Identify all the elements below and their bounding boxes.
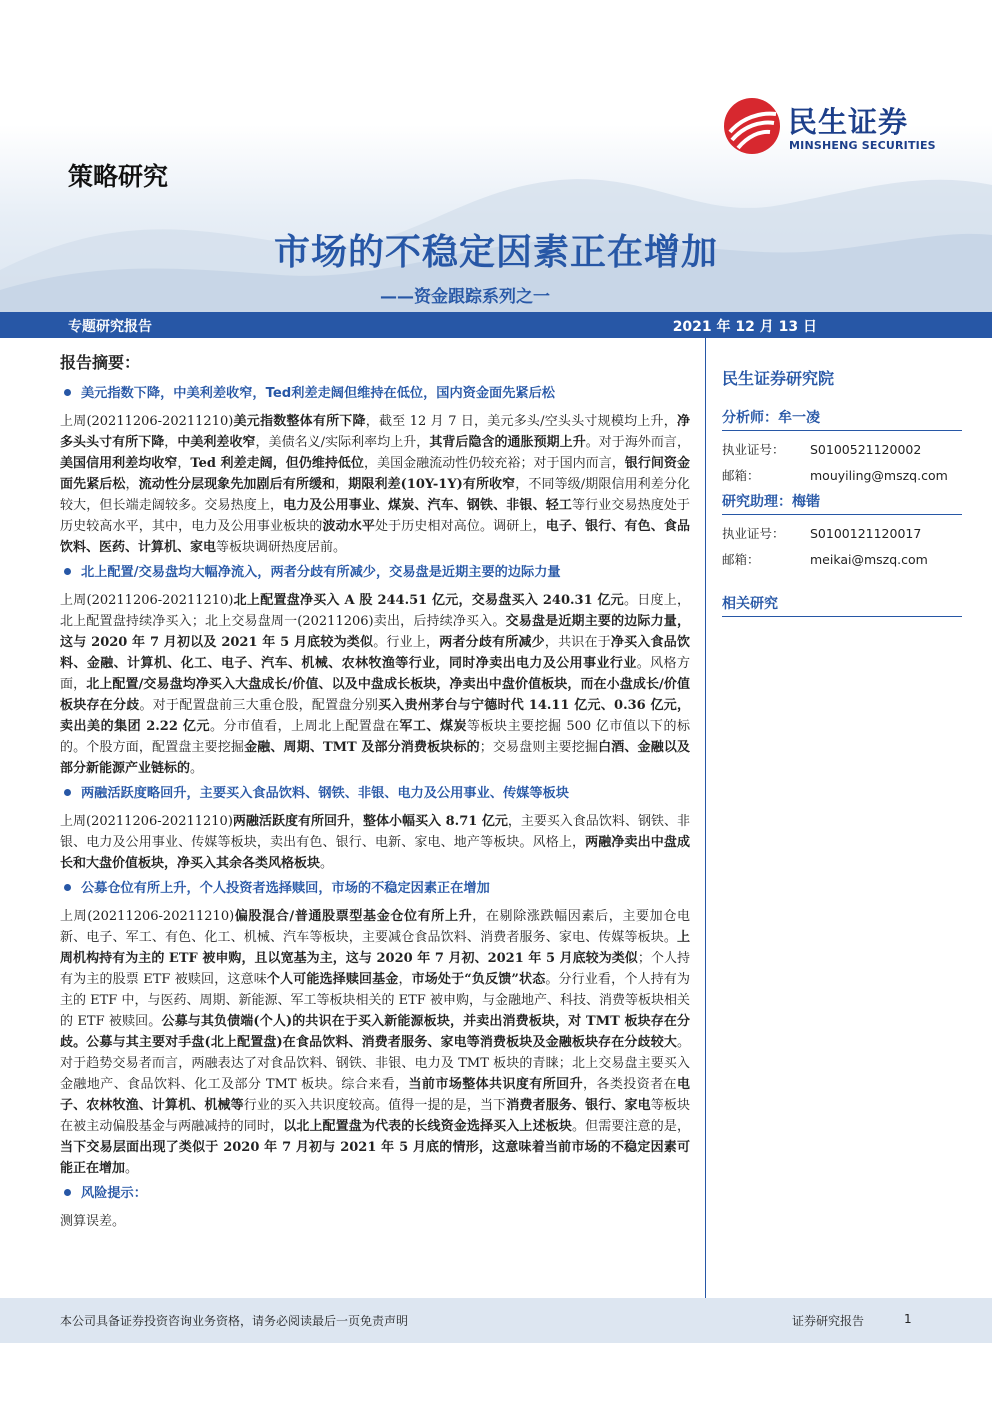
emphasis-text: 交易盘是近期主要的边际力量，这与 2020 年 7 月初以及 2021 年 5 月底较为类似 [60,614,690,650]
section-heading-text: 两融活跃度略回升，主要买入食品饮料、钢铁、非银、电力及公用事业、传媒等板块 [81,786,569,801]
emphasis-text: 流动性分层现象先加剧后有所缓和 [138,477,336,492]
section-heading [60,878,690,900]
report-type-bar [0,312,992,338]
body-text: ；交易盘则主要挖掘 [479,740,599,755]
emphasis-text: 电力及公用事业、煤炭、汽车、钢铁、非银、轻工 [283,498,572,513]
emphasis-text: 军工、煤炭 [399,719,467,734]
section-heading [60,562,690,584]
body-text: ，美国金融流动性仍较充裕；对于国内而言， [363,456,625,471]
body-text: 上周(20211206-20211210) [60,414,234,429]
label: 执业证号： [722,526,785,541]
report-title: 市场的不稳定因素正在增加 [273,232,718,273]
body-text: 。行业上， [373,635,440,650]
abstract-sections [60,383,690,1232]
report-type: 专题研究报告 [68,319,152,335]
emphasis-text: 消费者服务、银行、家电 [506,1098,651,1113]
body-text: 。对于趋势交易者而言，两融表达了对食品饮料、钢铁、非银、电力及 TMT 板块的青睐；北上交易盘主要买入金融地产、食品饮料、化工及部分 TMT 板块。综合来看， [60,1035,690,1092]
body-text: 上周(20211206-20211210) [60,814,233,829]
page-footer [0,1298,992,1343]
emphasis-text: 净买入食品饮料、金融、计算机、化工、电子、汽车、机械、农林牧渔等行业，同时净卖出电力及公用事业行业 [60,635,690,671]
emphasis-text: 整体小幅买入 8.71 亿元 [363,814,508,829]
analyst-email-link[interactable]: mouyiling@mszq.com [810,468,948,483]
abstract-heading: 报告摘要： [60,353,141,372]
section-heading [60,1183,690,1205]
section-heading-text: 北上配置/交易盘均大幅净流入，两者分歧有所减少，交易盘是近期主要的边际力量 [81,565,561,580]
footer-disclaimer: 本公司具备证券投资咨询业务资格，请务必阅读最后一页免责声明 [60,1314,409,1328]
emphasis-text: 公募与其负债端(个人)的共识在于买入新能源板块，并卖出消费板块，对 TMT 板块存在分歧。公募与其主要对手盘(北上配置盘)在食品饮料、消费者服务、家电等消费板块及金融板块存在分歧较大 [60,1014,691,1050]
page-number: 1 [904,1312,912,1326]
emphasis-text: 期限利差(10Y-1Y)有所收窄 [348,477,516,492]
emphasis-text: 银行间资金面先紧后松 [60,456,690,492]
section-paragraph [60,1211,690,1232]
body-text: 处于历史相对高位。调研上， [375,519,546,534]
body-text: ， [335,477,349,492]
body-text: ，截至 12 月 7 日，美元多头/空头头寸规模均上升， [365,414,677,429]
bullet-icon [64,389,71,396]
body-text: ， [398,972,412,987]
emphasis-text: Ted 利差走阔，但仍维持低位 [190,456,364,471]
emphasis-text: 偏股混合/普通股票型基金仓位有所上升 [234,909,473,924]
emphasis-text: 波动水平 [322,519,376,534]
emphasis-text: 净多头头寸有所下降 [60,414,690,450]
body-text: ；个人持有为主的股票 ETF 被赎回，这意味 [60,951,690,987]
brand-name-en: MINSHENG SECURITIES [789,139,936,152]
body-text: 。对于配置盘前三大重仓股，配置盘分别 [139,698,379,713]
emphasis-text: 电子、银行、有色、食品饮料、医药、计算机、家电 [60,519,690,555]
emphasis-text: 美国信用利差均收窄 [60,456,178,471]
bullet-icon [64,1189,71,1196]
body-text: ，不同等级/期限信用利差分化较大，但长端走阔较多。交易热度上， [60,477,690,513]
body-text: ， [177,456,191,471]
section-heading-text: 公募仓位有所上升，个人投资者选择赎回，市场的不稳定因素正在增加 [81,881,490,896]
emphasis-text: 美元指数整体有所下降 [233,414,366,429]
related-research-heading: 相关研究 [722,593,962,617]
body-text: 。 [190,761,204,776]
label: 邮箱： [722,468,760,483]
section-paragraph [60,411,690,558]
section-heading [60,783,690,805]
assistant-email-link[interactable]: meikai@mszq.com [810,552,928,567]
body-text: 。 [125,1161,139,1176]
body-text: 。但需要注意的是， [571,1119,690,1134]
emphasis-text: 两者分歧有所减少 [439,635,545,650]
emphasis-text: 两融活跃度有所回升 [232,814,351,829]
body-text: 上周(20211206-20211210) [60,593,234,608]
body-text: 行业的买入共识度较高。值得一提的是，当下 [243,1098,507,1113]
body-text: 。分行业看，个人持有为主的 ETF 中，与医药、周期、新能源、军工等板块相关的 ETF 被申购，与金融地产、科技、消费等板块相关的 ETF 被赎回。 [60,972,690,1029]
emphasis-text: 电子、农林牧渔、计算机、机械等 [60,1077,690,1113]
emphasis-text: 以北上配置盘为代表的长线资金选择买入上述板块 [283,1119,572,1134]
analyst-heading: 分析师：牟一凌 [722,407,962,431]
footer-report-label: 证券研究报告 [792,1314,865,1328]
section-paragraph [60,811,690,874]
sidebar [722,366,962,623]
emphasis-text: 当前市场整体共识度有所回升 [408,1077,583,1092]
section-heading [60,383,690,405]
section-heading-text: 美元指数下降，中美利差收窄，Ted利差走阔但维持在低位，国内资金面先紧后松 [81,386,555,401]
analyst-email-row [722,463,962,489]
column-divider [705,338,706,1298]
section-paragraph [60,590,690,779]
body-text: ， [125,477,139,492]
bullet-icon [64,789,71,796]
body-text: 。对于海外而言， [585,435,690,450]
report-category: 策略研究 [68,162,169,191]
body-text: 等板块在被主动偏股基金与两融减持的同时， [60,1098,690,1134]
label: 执业证号： [722,442,785,457]
emphasis-text: 两融净卖出中盘成长和大盘价值板块，净买入其余各类风格板块 [60,835,690,871]
emphasis-text: 当下交易层面出现了类似于 2020 年 7 月初与 2021 年 5 月底的情形，这意味着当前市场的不稳定因素可能正在增加 [60,1140,690,1176]
abstract-column [60,346,690,1236]
brand-name-cn: 民生证券 [788,105,909,139]
report-subtitle: ——资金跟踪系列之一 [380,287,550,307]
assistant-email-row [722,547,962,573]
emphasis-text: 上周机构持有为主的 ETF 被申购，且以宽基为主，这与 2020 年 7 月初、2021 年 5 月底较为类似 [60,930,690,966]
emphasis-text: 北上配置盘净买入 A 股 244.51 亿元，交易盘买入 240.31 亿元 [233,593,624,608]
body-text: 。 [320,856,334,871]
body-text: ，各类投资者在 [583,1077,677,1092]
body-text: 测算误差。 [60,1214,126,1229]
report-date: 2021 年 12 月 13 日 [672,319,817,335]
body-text: ，主要买入食品饮料、钢铁、非银、电力及公用事业、传媒等板块，卖出有色、银行、电新、家电、地产等板块。风格上， [60,814,690,850]
analyst-license: S0100521120002 [810,442,922,457]
body-text: ， [164,435,178,450]
bullet-icon [64,568,71,575]
assistant-license: S0100121120017 [810,526,922,541]
brand-logo [722,96,962,160]
label: 邮箱： [722,552,760,567]
body-text: ， [350,814,364,829]
body-text: 等行业交易热度处于历史较高水平，其中，电力及公用事业板块的 [60,498,690,534]
assistant-license-row [722,521,962,547]
body-text: 上周(20211206-20211210) [60,909,235,924]
body-text: 等板块主要挖掘 500 亿市值以下的标的。个股方面，配置盘主要挖掘 [60,719,690,755]
section-paragraph [60,906,690,1179]
body-text: ，美债名义/实际利率均上升， [255,435,430,450]
emphasis-text: 市场处于“负反馈”状态 [411,972,546,987]
body-text: 。分市值看，上周北上配置盘在 [209,719,400,734]
emphasis-text: 白酒、金融以及部分新能源产业链标的 [60,740,690,776]
assistant-heading: 研究助理：梅锴 [722,491,962,515]
emphasis-text: 中美利差收窄 [177,435,256,450]
analyst-license-row [722,437,962,463]
emphasis-text: 金融、周期、TMT 及部分消费板块标的 [244,740,480,755]
minsheng-logo-icon [722,96,782,156]
bullet-icon [64,884,71,891]
emphasis-text: 北上配置/交易盘均净买入大盘成长/价值、以及中盘成长板块，净卖出中盘价值板块，而在小盘成长/价值板块存在分歧 [60,677,690,713]
emphasis-text: 其背后隐含的通胀预期上升 [429,435,586,450]
body-text: 。日度上，北上配置盘持续净买入；北上交易盘周一(20211206)卖出，后持续净买入。 [60,593,690,629]
research-institute: 民生证券研究院 [722,369,835,388]
section-heading-text: 风险提示： [81,1186,147,1201]
body-text: ，在剔除涨跌幅因素后，主要加仓电新、电子、军工、有色、化工、机械、汽车等板块，主要减仓食品饮料、消费者服务、家电、传媒等板块。 [60,909,690,945]
emphasis-text: 买入贵州茅台与宁德时代 14.11 亿元、0.36 亿元，卖出美的集团 2.22 亿元 [60,698,690,734]
body-text: 等板块调研热度居前。 [216,540,347,555]
emphasis-text: 个人可能选择赎回基金 [266,972,399,987]
body-text: ，共识在于 [544,635,611,650]
body-text: 。风格方面， [60,656,690,692]
